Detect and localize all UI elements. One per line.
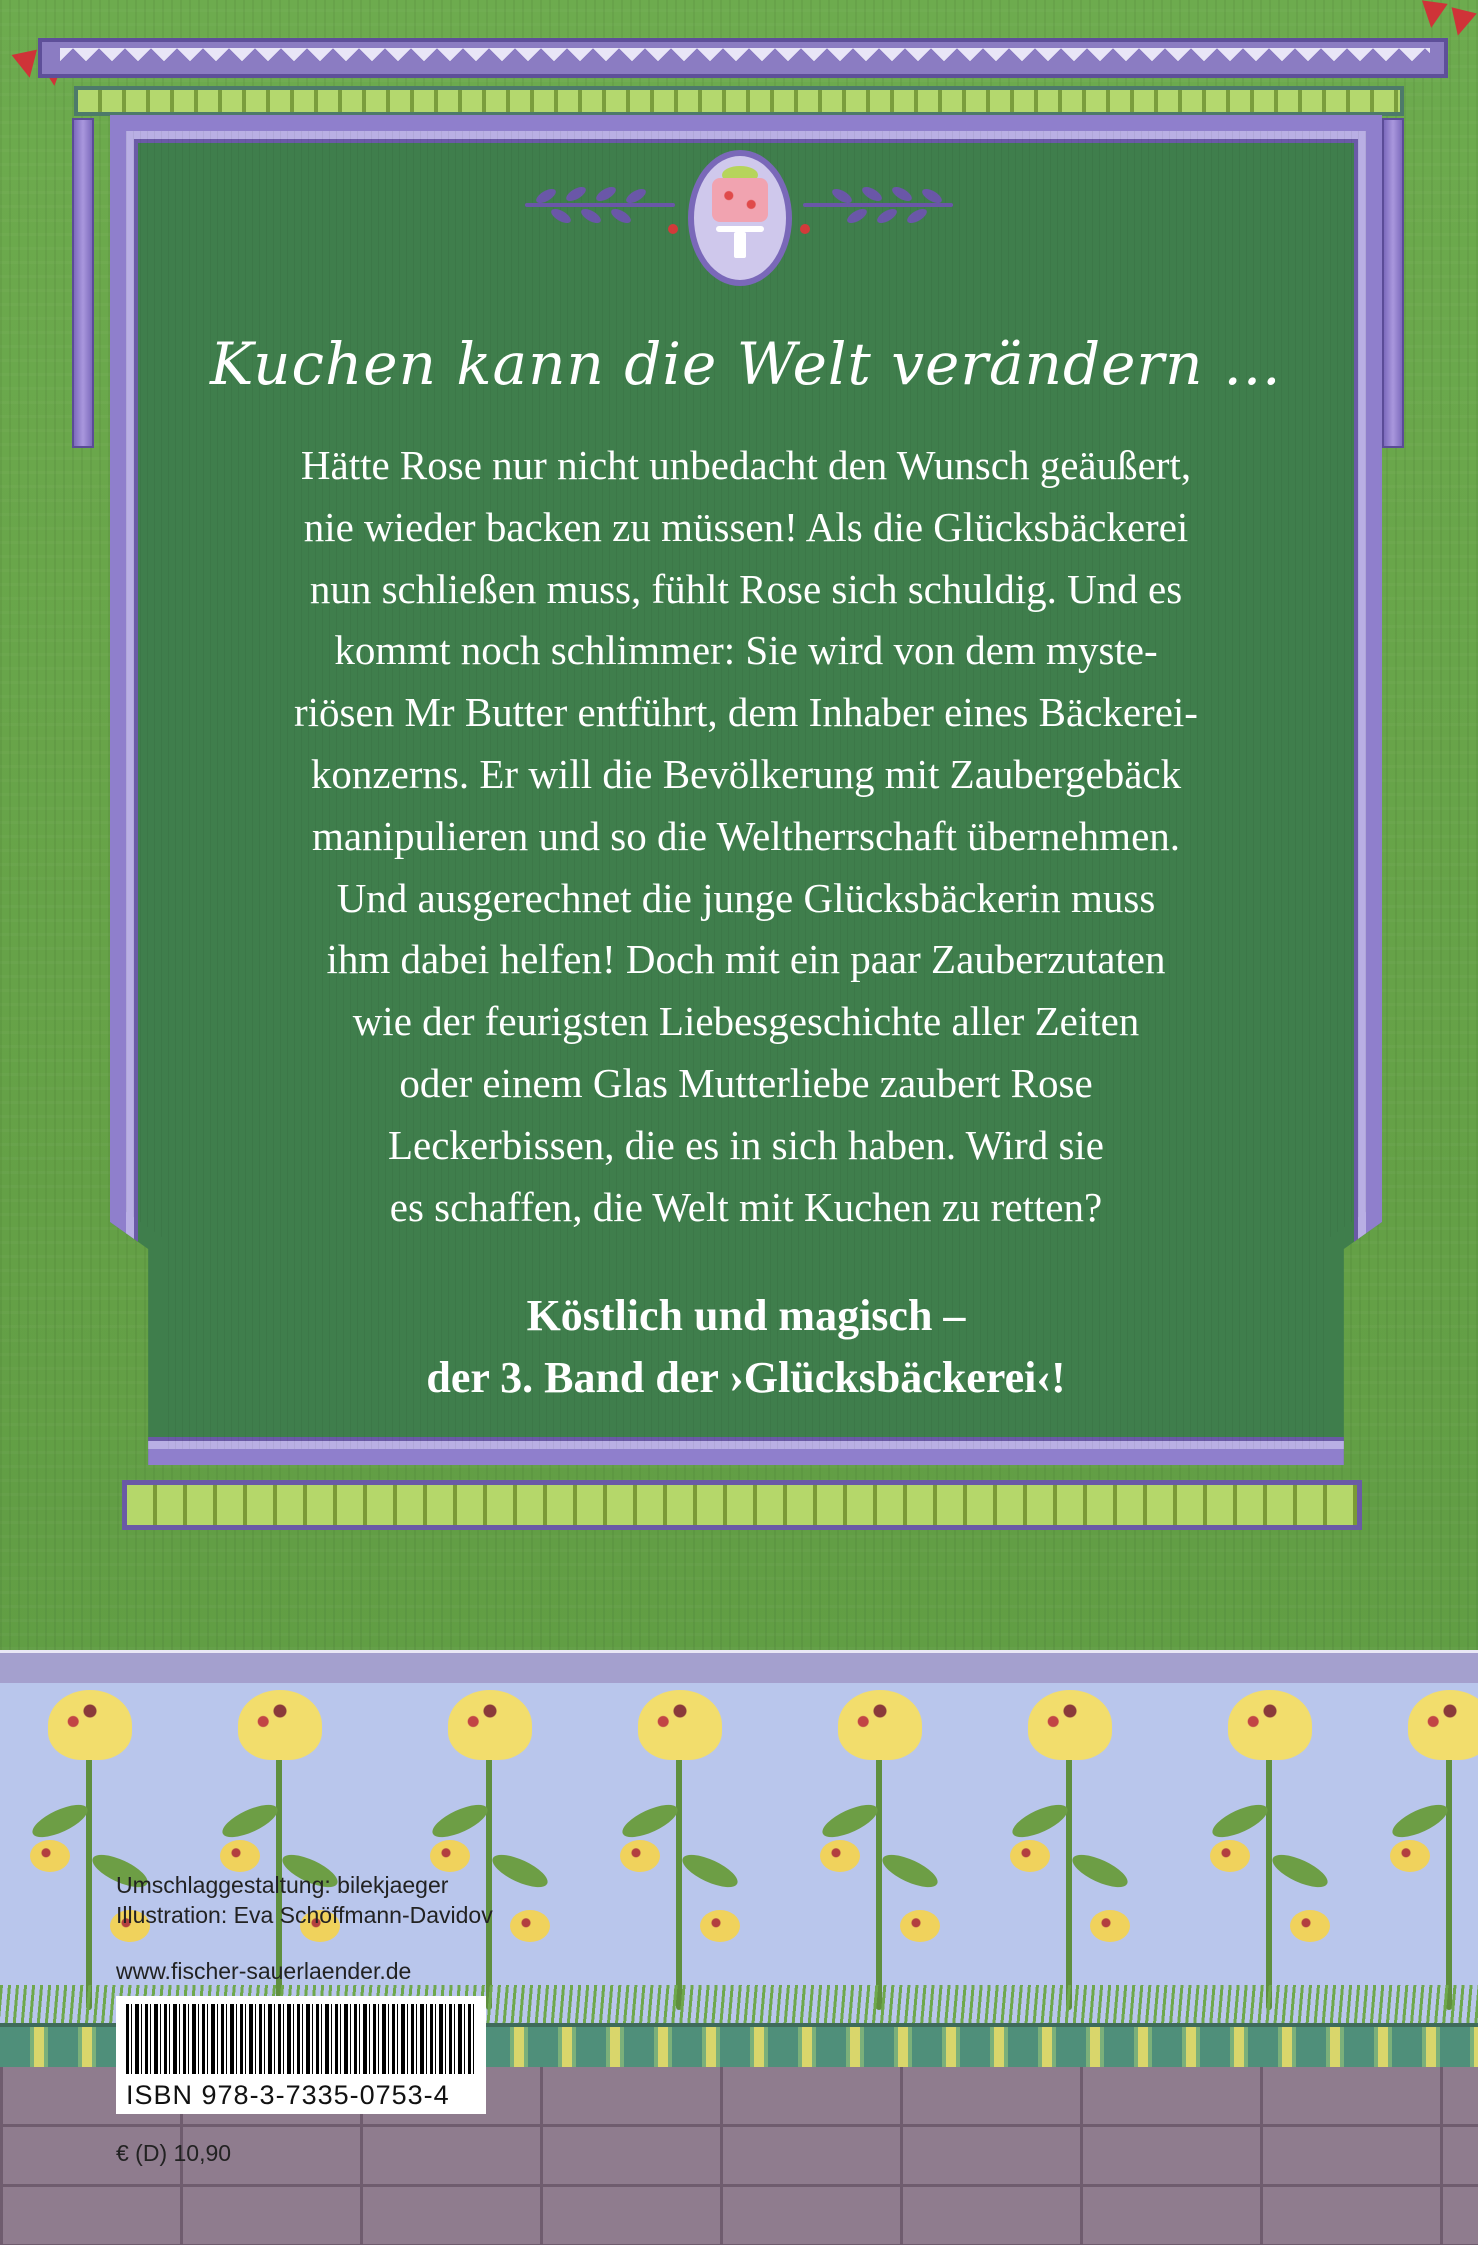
- flower-icon: [600, 1690, 760, 2010]
- blurb-line: oder einem Glas Mutterliebe zaubert Rose: [399, 1059, 1093, 1106]
- chair-rail: [0, 1650, 1478, 1686]
- laurel-sprig-icon: [803, 185, 953, 225]
- blurb-line: Hätte Rose nur nicht unbedacht den Wunsch geäußert,: [300, 442, 1192, 488]
- closing-line: Köstlich und magisch –: [526, 1291, 966, 1340]
- blurb-line: Und ausgerechnet die junge Glücksbäckerin muss: [336, 874, 1156, 921]
- frame-sill: [122, 1480, 1362, 1530]
- tagline: Kuchen kann die Welt verändern …: [210, 330, 1282, 398]
- blurb-line: manipulieren und so die Weltherrschaft übernehmen.: [311, 812, 1181, 859]
- blurb-line: kommt noch schlimmer: Sie wird von dem myste-: [334, 627, 1158, 674]
- flower-icon: [410, 1690, 570, 2010]
- frame-pilaster-right: [1382, 118, 1404, 448]
- frame-dentil: [60, 48, 1430, 70]
- cake: [712, 178, 768, 222]
- barcode-bars: [126, 2004, 476, 2074]
- blurb-line: nun schließen muss, fühlt Rose sich schuldig. Und es: [309, 565, 1183, 612]
- blurb-line: nie wieder backen zu müssen! Als die Glücksbäckerei: [303, 503, 1189, 550]
- flower-icon: [1190, 1690, 1350, 2010]
- ornament-dot: [668, 224, 678, 234]
- blurb-line: wie der feurigsten Liebesgeschichte aller Zeiten: [352, 998, 1140, 1045]
- blurb-line: konzerns. Er will die Bevölkerung mit Zaubergebäck: [310, 750, 1182, 797]
- flower-icon: [1370, 1690, 1478, 2010]
- frame-pilaster-left: [72, 118, 94, 448]
- illustration-credit: Illustration: Eva Schöffmann-Davidov: [116, 1902, 493, 1928]
- publisher-website: www.fischer-sauerlaender.de: [116, 1958, 412, 1984]
- flower-icon: [800, 1690, 960, 2010]
- laurel-sprig-icon: [525, 185, 675, 225]
- frame-bead-row: [74, 86, 1404, 116]
- isbn-number: ISBN 978-3-7335-0753-4: [126, 2080, 450, 2110]
- barcode-icon: [116, 1996, 486, 2114]
- price-label: € (D) 10,90: [116, 2140, 232, 2166]
- flower-icon: [990, 1690, 1150, 2010]
- blurb-line: riösen Mr Butter entführt, dem Inhaber eines Bäckerei-: [294, 689, 1198, 736]
- closing-statement: [126, 1285, 1366, 1409]
- cover-design-credit: Umschlaggestaltung: bilekjaeger: [116, 1872, 449, 1898]
- blurb-line: ihm dabei helfen! Doch mit ein paar Zauberzutaten: [326, 936, 1166, 983]
- blurb-line: es schaffen, die Welt mit Kuchen zu retten?: [389, 1183, 1103, 1230]
- blurb-line: Leckerbissen, die es in sich haben. Wird sie: [387, 1121, 1105, 1168]
- blurb: [126, 435, 1366, 1238]
- closing-line: der 3. Band der ›Glücksbäckerei‹!: [426, 1353, 1066, 1402]
- ornament-dot: [800, 224, 810, 234]
- cake-stand-foot: [734, 232, 746, 258]
- credits: [116, 1870, 493, 1930]
